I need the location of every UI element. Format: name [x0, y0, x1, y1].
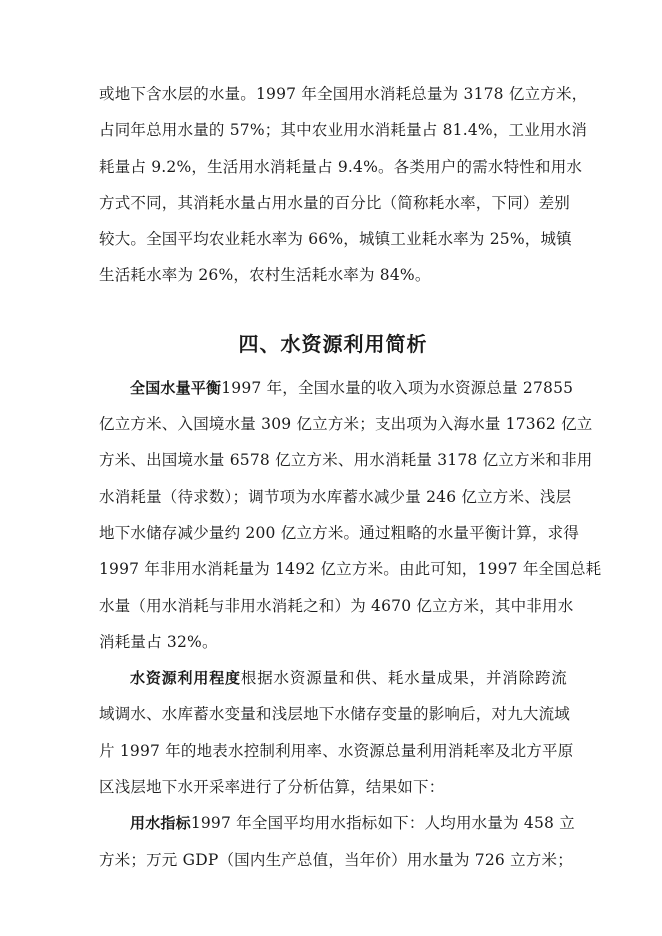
document-page [99, 76, 602, 878]
paragraph-term: 用水指标 [130, 814, 191, 833]
text-line: 或地下含水层的水量。1997 年全国用水消耗总量为 3178 亿立方米， [99, 85, 588, 103]
text-line: 片 1997 年的地表水控制利用率、水资源总量利用消耗率及北方平原 [99, 741, 574, 760]
text-run: 1997 年全国平均用水指标如下：人均用水量为 458 立 [190, 814, 575, 833]
text-run: 1997 年，全国水量的收入项为水资源总量 27855 [221, 378, 574, 397]
text-run: 根据水资源量和供、耗水量成果，并消除跨流 [240, 669, 567, 688]
utilization-paragraph [99, 660, 574, 805]
text-line: 生活耗水率为 26%，农村生活耗水率为 84%。 [99, 266, 431, 285]
section-heading: 四、水资源利用简析 [238, 331, 428, 356]
text-line [99, 660, 567, 696]
text-line: 域调水、水库蓄水变量和浅层地下水储存变量的影响后，对九大流域 [99, 705, 571, 724]
text-line: 亿立方米、入国境水量 309 亿立方米；支出项为入海水量 17362 亿立 [99, 415, 593, 434]
text-line: 方米、出国境水量 6578 亿立方米、用水消耗量 3178 亿立方米和非用 [99, 451, 593, 470]
text-line: 占同年总用水量的 57%；其中农业用水消耗量占 81.4%，工业用水消 [99, 121, 588, 140]
text-line: 方式不同，其消耗水量占用水量的百分比（简称耗水率，下同）差别 [99, 193, 571, 212]
text-line: 方米；万元 GDP（国内生产总值，当年价）用水量为 726 立方米； [99, 850, 573, 869]
paragraph-term: 全国水量平衡 [130, 378, 222, 397]
text-line [99, 370, 574, 406]
text-line: 较大。全国平均农业耗水率为 66%，城镇工业耗水率为 25%，城镇 [99, 230, 572, 249]
balance-paragraph [99, 370, 602, 660]
text-line: 地下水储存减少量约 200 亿立方米。通过粗略的水量平衡计算，求得 [99, 523, 580, 542]
indicators-paragraph [99, 805, 575, 878]
text-line: 1997 年非用水消耗量为 1492 亿立方米。由此可知，1997 年全国总耗 [99, 560, 602, 579]
intro-paragraph [99, 76, 588, 294]
text-line [99, 805, 575, 841]
text-line: 耗量占 9.2%，生活用水消耗量占 9.4%。各类用户的需水特性和用水 [99, 157, 583, 176]
paragraph-term: 水资源利用程度 [130, 669, 241, 688]
text-line: 水消耗量（待求数）；调节项为水库蓄水减少量 246 亿立方米、浅层 [99, 487, 572, 506]
text-line: 区浅层地下水开采率进行了分析估算，结果如下： [99, 778, 445, 797]
text-line: 消耗量占 32%。 [99, 632, 218, 651]
text-line: 水量（用水消耗与非用水消耗之和）为 4670 亿立方米，其中非用水 [99, 596, 574, 615]
